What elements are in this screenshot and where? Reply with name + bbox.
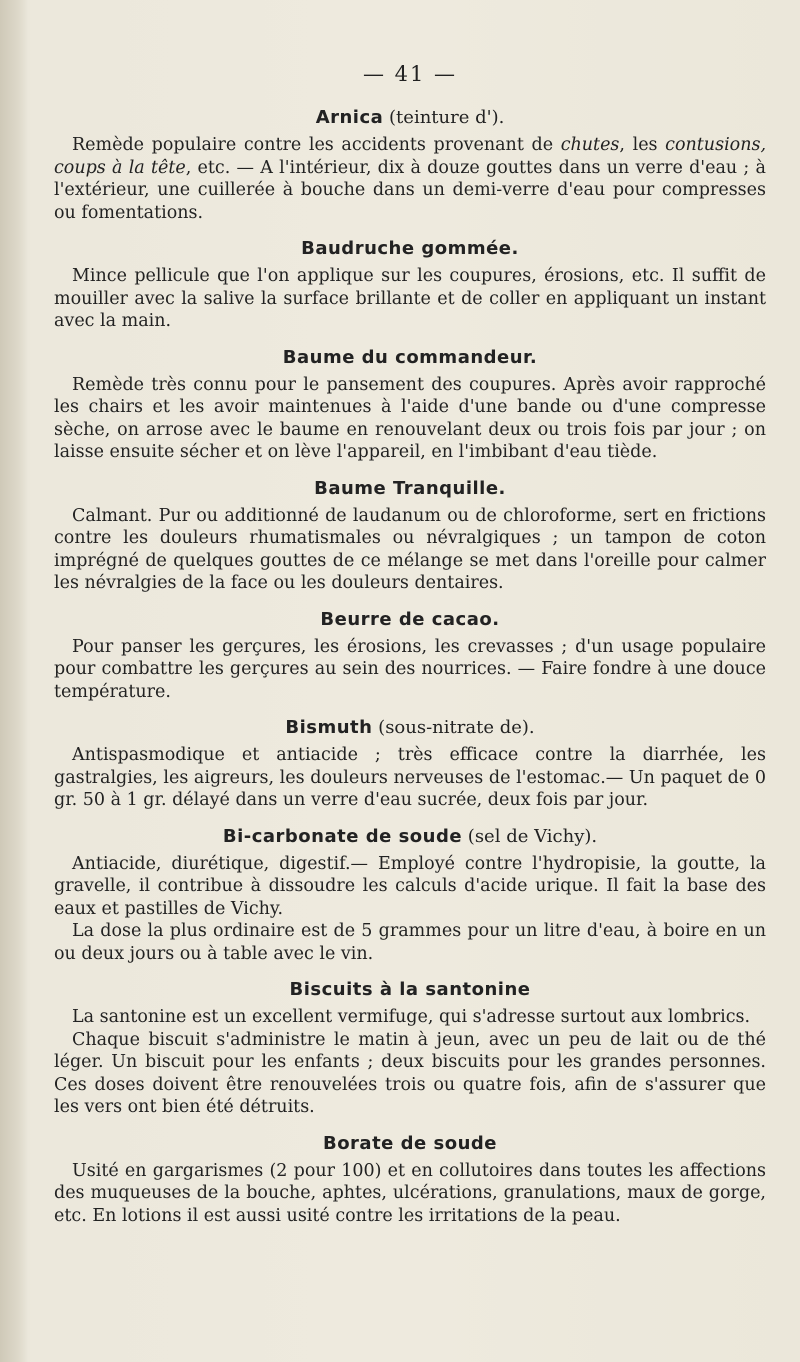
entry-subtitle: (sous-nitrate de). [378,717,535,738]
entry-term: Arnica [315,107,384,128]
entry-paragraph: Calmant. Pur ou additionné de laudanum ou de chloroforme, sert en frictions contre les douleurs rhumatismales ou névralgiques ; un tampon de coton imprégné de quelques gouttes de ce mélange se met dans l'oreille pour calmer les névralgies de la face ou les douleurs dentaires. [54,505,766,593]
entry-paragraph: La dose la plus ordinaire est de 5 grammes pour un litre d'eau, à boire en un ou deux jours ou à table avec le vin. [54,921,766,964]
entry-baume-tranquille [54,477,766,595]
entry-subtitle: (teinture d'). [389,107,505,128]
entry-paragraph: Chaque biscuit s'administre le matin à jeun, avec un peu de lait ou de thé léger. Un biscuit pour les enfants ; deux biscuits pour les grandes personnes. Ces doses doivent être renouvelées trois ou quatre fois, afin de s'assurer que les vers ont bien été détruits. [54,1029,766,1117]
entry-biscuits-santonine [54,978,766,1119]
entry-baume-commandeur [54,346,766,464]
text-run: , etc. — A l'intérieur, dix à douze gouttes dans un verre d'eau ; à l'extérieur, une cuillerée à bouche dans un demi-verre d'eau pour compresses ou fomentations. [54,157,766,223]
entry-heading [54,346,766,370]
entry-heading [54,825,766,849]
page-content [54,62,766,1240]
entry-heading [54,106,766,130]
entry-term: Borate de soude [322,1132,498,1154]
entry-heading [54,477,766,501]
entry-heading [54,237,766,261]
entry-term: Baume Tranquille. [314,477,506,499]
entry-borate-soude [54,1132,766,1228]
binding-shadow [0,0,28,1362]
italic-run: chutes [560,135,620,155]
entry-baudruche [54,237,766,333]
entry-term: Baudruche gommée. [301,238,519,259]
text-run: Remède populaire contre les accidents provenant de [72,135,561,155]
text-run: , les [619,135,666,155]
entry-term: Beurre de cacao. [320,608,500,630]
entry-term: Bi-carbonate de soude [222,825,463,847]
entry-heading [54,978,766,1002]
entry-paragraph: Antiacide, diurétique, digestif.— Employé contre l'hydropisie, la goutte, la gravelle, il contribue à dissoudre les calculs d'acide urique. Il fait la base des eaux et pastilles de Vichy. [54,853,766,919]
entry-term: Baume du commandeur. [282,346,538,368]
entry-arnica [54,106,766,224]
entry-term: Bismuth [285,717,373,738]
entry-term: Biscuits à la santonine [289,979,531,1000]
entry-paragraph: La santonine est un excellent vermifuge, qui s'adresse surtout aux lombrics. [72,1007,751,1027]
entry-bismuth [54,716,766,812]
entry-heading [54,1132,766,1156]
entry-paragraph: Pour panser les gerçures, les érosions, les crevasses ; d'un usage populaire pour combattre les gerçures au sein des nourrices. — Faire fondre à une douce température. [54,636,766,702]
page-number: — 41 — [362,62,458,86]
entry-paragraph: Usité en gargarismes (2 pour 100) et en collutoires dans toutes les affections des muqueuses de la bouche, aphtes, ulcérations, granulations, maux de gorge, etc. En lotions il est aussi usité contre les irritations de la peau. [54,1160,766,1226]
entry-beurre-cacao [54,608,766,704]
entry-paragraph: Remède très connu pour le pansement des coupures. Après avoir rapproché les chairs et les avoir maintenues à l'aide d'une bande ou d'une compresse sèche, on arrose avec le baume en renouvelant deux ou trois fois par jour ; on laisse ensuite sécher et on lève l'appareil, en l'imbibant d'eau tiède. [54,374,766,462]
entry-paragraph: Antispasmodique et antiacide ; très efficace contre la diarrhée, les gastralgies, les aigreurs, les douleurs nerveuses de l'estomac.— Un paquet de 0 gr. 50 à 1 gr. délayé dans un verre d'eau sucrée, deux fois par jour. [54,745,766,810]
entry-paragraph: Mince pellicule que l'on applique sur les coupures, érosions, etc. Il suffit de mouiller avec la salive la surface brillante et de coller en appliquant un instant avec la main. [54,266,766,331]
italic-run: contusions, coups à la tête [54,135,767,178]
entry-heading [54,608,766,632]
entry-bicarbonate [54,825,766,966]
entry-paragraph [54,134,766,224]
entry-subtitle: (sel de Vichy). [467,825,598,847]
entry-heading [54,716,766,740]
